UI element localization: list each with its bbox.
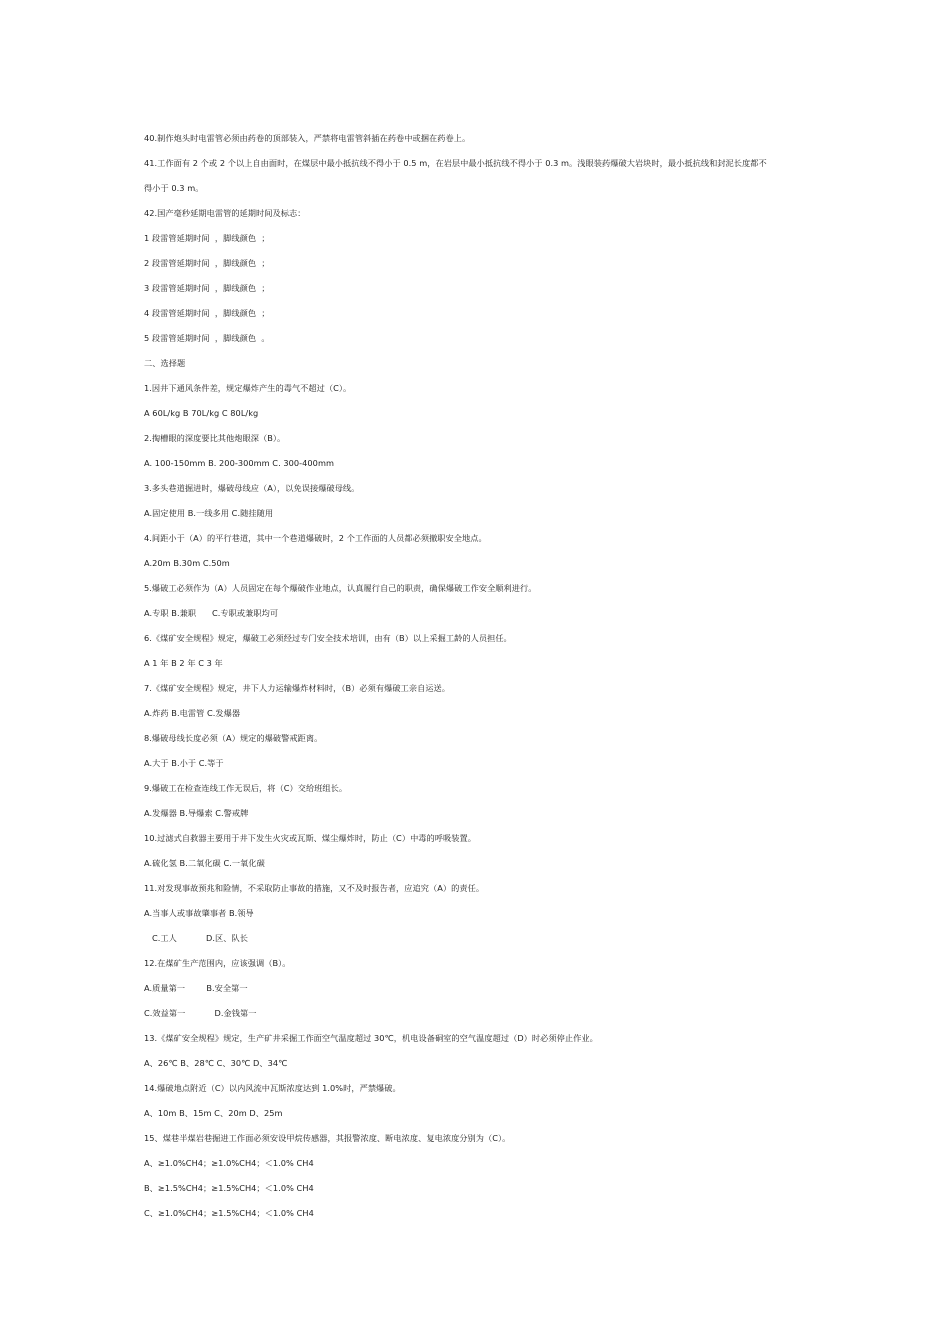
answer-option: B、≥1.5%CH4；≥1.5%CH4；＜1.0% CH4 xyxy=(144,1183,314,1193)
answer-options: A 1 年 B 2 年 C 3 年 xyxy=(144,658,223,668)
question-text: 9.爆破工在检查连线工作无误后，将（C）交给班组长。 xyxy=(144,783,348,793)
question-text: 11.对发现事故预兆和险情，不采取防止事故的措施，又不及时报告者，应追究（A）的责任。 xyxy=(144,883,485,893)
text-line: 4 段雷管延期时间 ，脚线颜色 ； xyxy=(144,308,270,318)
question-text: 1.因井下通风条件差，规定爆炸产生的毒气不超过（C）。 xyxy=(144,383,352,393)
answer-option: C、≥1.0%CH4；≥1.5%CH4；＜1.0% CH4 xyxy=(144,1208,314,1218)
question-text: 8.爆破母线长度必须（A）规定的爆破警戒距离。 xyxy=(144,733,323,743)
question-text: 5.爆破工必须作为（A）人员固定在每个爆破作业地点，认真履行自己的职责，确保爆破工作安全顺利进行。 xyxy=(144,583,537,593)
answer-options: A.炸药 B.电雷管 C.发爆器 xyxy=(144,708,241,718)
text-line: 5 段雷管延期时间 ，脚线颜色 。 xyxy=(144,333,270,343)
text-line: 42.国产毫秒延期电雷管的延期时间及标志： xyxy=(144,208,306,218)
answer-options: C.效益第一 D.金钱第一 xyxy=(144,1008,257,1018)
question-text: 10.过滤式自救器主要用于井下发生火灾或瓦斯、煤尘爆炸时，防止（C）中毒的呼吸装置。 xyxy=(144,833,476,843)
question-text: 6.《煤矿安全规程》规定，爆破工必须经过专门安全技术培训，由有（B）以上采掘工龄的人员担任。 xyxy=(144,633,512,643)
answer-option: A、≥1.0%CH4；≥1.0%CH4；＜1.0% CH4 xyxy=(144,1158,314,1168)
question-text: 2.掏槽眼的深度要比其他炮眼深（B）。 xyxy=(144,433,286,443)
question-text: 3.多头巷道掘进时，爆破母线应（A），以免误接爆破母线。 xyxy=(144,483,360,493)
answer-options: A.固定使用 B.一线多用 C.随挂随用 xyxy=(144,508,274,518)
answer-options: A.质量第一 B.安全第一 xyxy=(144,983,248,993)
text-line: 2 段雷管延期时间 ，脚线颜色 ； xyxy=(144,258,270,268)
section-heading: 二、选择题 xyxy=(144,358,186,368)
answer-options: A.20m B.30m C.50m xyxy=(144,558,230,568)
question-text: 4.间距小于（A）的平行巷道，其中一个巷道爆破时，2 个工作面的人员都必须撤职安全地点。 xyxy=(144,533,487,543)
text-line: 40.制作炮头时电雷管必须由药卷的顶部装入，严禁将电雷管斜插在药卷中或捆在药卷上。 xyxy=(144,133,471,143)
text-line: 得小于 0.3 m。 xyxy=(144,183,204,193)
answer-options: A、10m B、15m C、20m D、25m xyxy=(144,1108,283,1118)
question-text: 12.在煤矿生产范围内，应该强调（B）。 xyxy=(144,958,291,968)
answer-options: C.工人 D.区、队长 xyxy=(144,933,248,943)
answer-options: A.硫化氢 B.二氧化碳 C.一氧化碳 xyxy=(144,858,265,868)
document-body xyxy=(144,126,814,1226)
text-line: 1 段雷管延期时间 ，脚线颜色 ； xyxy=(144,233,270,243)
answer-options: A 60L/kg B 70L/kg C 80L/kg xyxy=(144,408,259,418)
answer-options: A.当事人或事故肇事者 B.领导 xyxy=(144,908,254,918)
question-text: 13.《煤矿安全规程》规定，生产矿井采掘工作面空气温度超过 30℃，机电设备硐室的空气温度超过（D）时必须停止作业。 xyxy=(144,1033,598,1043)
question-text: 7.《煤矿安全规程》规定，井下人力运输爆炸材料时，（B）必须有爆破工亲自运送。 xyxy=(144,683,451,693)
answer-options: A.发爆器 B.导爆索 C.警戒牌 xyxy=(144,808,249,818)
answer-options: A、26℃ B、28℃ C、30℃ D、34℃ xyxy=(144,1058,288,1068)
text-line: 41.工作面有 2 个或 2 个以上自由面时，在煤层中最小抵抗线不得小于 0.5 m，在岩层中最小抵抗线不得小于 0.3 m。浅眼装药爆破大岩块时，最小抵抗线和封泥长度都不 xyxy=(144,158,767,168)
question-text: 14.爆破地点附近（C）以内风流中瓦斯浓度达到 1.0%时，严禁爆破。 xyxy=(144,1083,401,1093)
text-line: 3 段雷管延期时间 ，脚线颜色 ； xyxy=(144,283,270,293)
answer-options: A.大于 B.小于 C.等于 xyxy=(144,758,224,768)
answer-options: A. 100-150mm B. 200-300mm C. 300-400mm xyxy=(144,458,334,468)
question-text: 15、煤巷半煤岩巷掘进工作面必须安设甲烷传感器，其报警浓度、断电浓度、复电浓度分别为（C）。 xyxy=(144,1133,511,1143)
answer-options: A.专职 B.兼职 C.专职或兼职均可 xyxy=(144,608,279,618)
